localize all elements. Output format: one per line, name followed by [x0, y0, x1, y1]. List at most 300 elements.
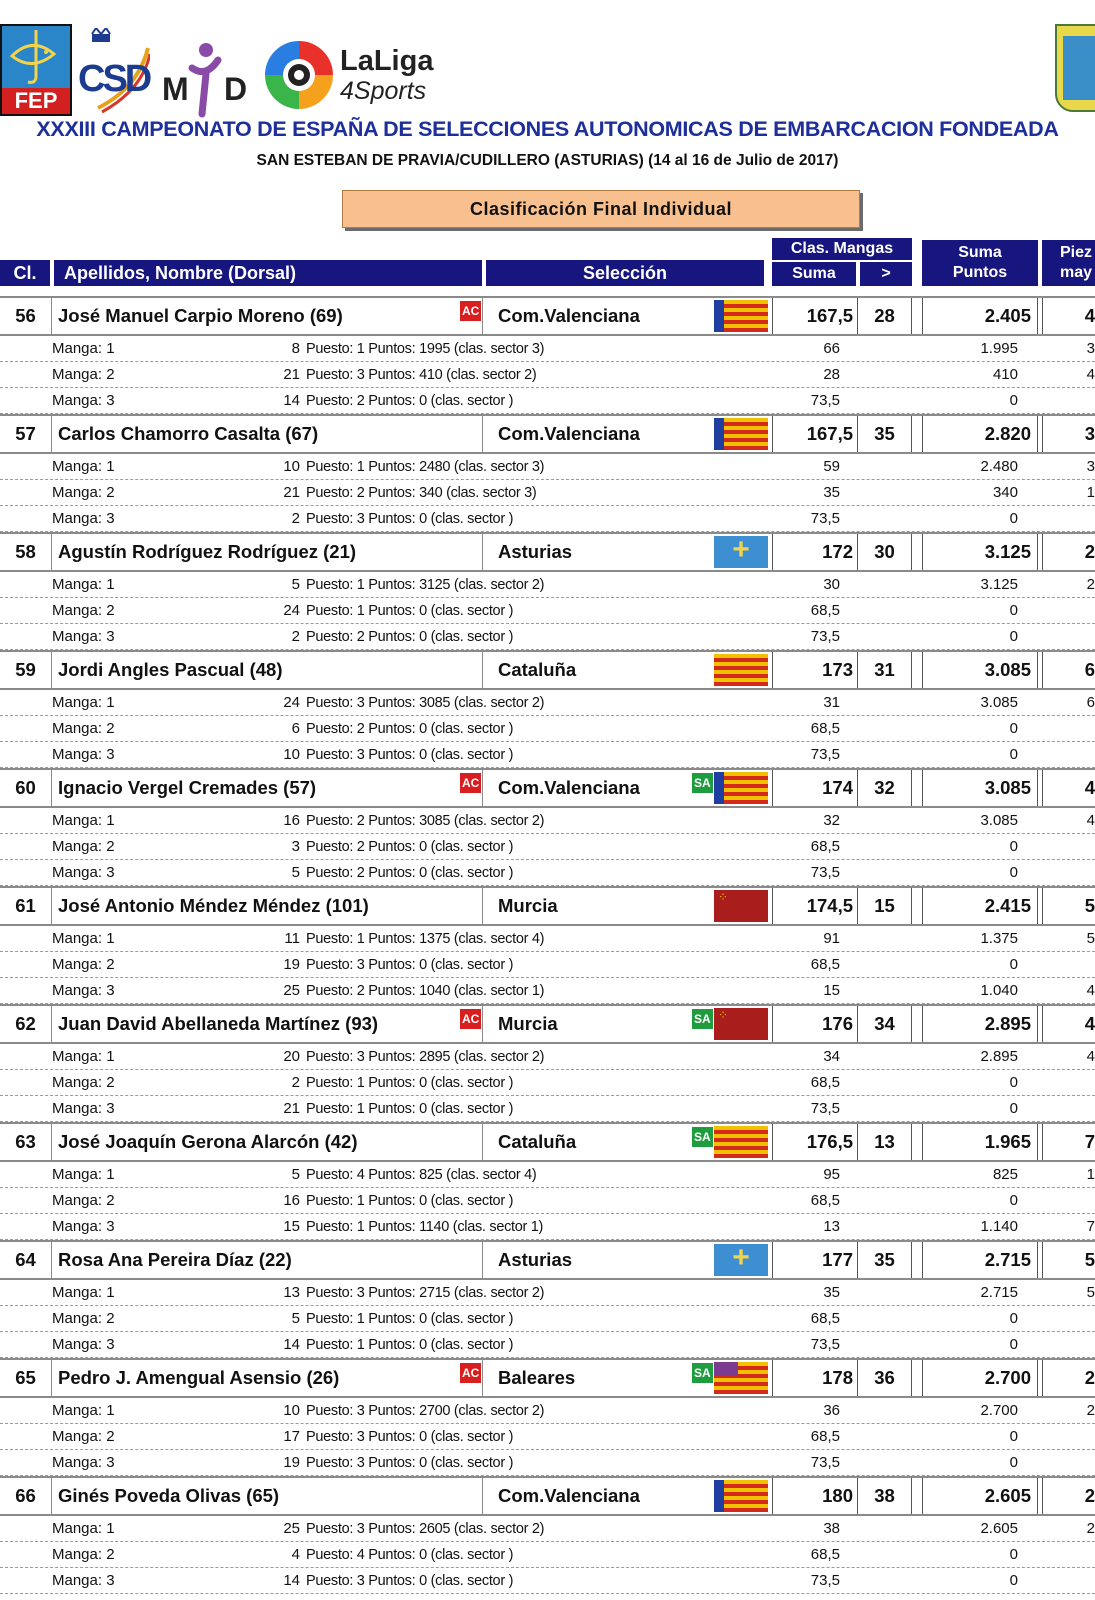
manga-position: 2 — [291, 628, 300, 645]
manga-suma: 73,5 — [810, 1100, 840, 1117]
manga-puntos: 825 — [992, 1166, 1018, 1183]
athlete-rank: 63 — [0, 1124, 52, 1160]
manga-suma: 73,5 — [810, 1572, 840, 1589]
manga-label: Manga: 3 — [52, 628, 115, 645]
manga-suma: 68,5 — [810, 838, 840, 855]
athlete-block — [0, 1476, 1095, 1594]
svg-text:D: D — [224, 71, 248, 107]
col-header-piezas-line2: may — [1060, 264, 1093, 281]
manga-row — [0, 1450, 1095, 1476]
manga-label: Manga: 2 — [52, 720, 115, 737]
manga-position: 14 — [283, 392, 300, 409]
athlete-summary-row[interactable] — [0, 1240, 1095, 1280]
athlete-summary-row[interactable] — [0, 296, 1095, 336]
col-header-seleccion: Selección — [486, 260, 764, 286]
athlete-suma: 174,5 — [772, 888, 858, 924]
manga-position: 11 — [284, 930, 300, 947]
manga-detail: Puesto: 1 Puntos: 0 (clas. sector ) — [306, 1193, 514, 1209]
athlete-name: Rosa Ana Pereira Díaz (22) — [58, 1249, 292, 1270]
manga-suma: 68,5 — [810, 1310, 840, 1327]
cataluna-flag-icon — [714, 654, 768, 686]
sa-badge: SA — [692, 1363, 713, 1383]
athlete-rank: 60 — [0, 770, 52, 806]
manga-label: Manga: 1 — [52, 1284, 115, 1301]
manga-position: 25 — [283, 1520, 300, 1537]
manga-suma: 68,5 — [810, 602, 840, 619]
manga-puntos: 410 — [992, 366, 1018, 383]
col-header-piezas — [1042, 240, 1095, 286]
valencia-flag-icon — [714, 300, 768, 332]
manga-position: 21 — [283, 484, 300, 501]
fish-icon — [2, 26, 70, 86]
laliga-4sports: 4Sports — [340, 77, 427, 105]
manga-row — [0, 1306, 1095, 1332]
manga-puntos: 3.085 — [980, 694, 1018, 711]
athlete-suma: 167,5 — [772, 298, 858, 334]
laliga-name: LaLiga — [340, 45, 434, 77]
manga-label: Manga: 2 — [52, 484, 115, 501]
manga-position: 10 — [283, 458, 300, 475]
manga-position: 19 — [283, 956, 300, 973]
manga-label: Manga: 2 — [52, 956, 115, 973]
athlete-mayor: 30 — [858, 534, 912, 570]
athlete-block — [0, 1240, 1095, 1358]
manga-row — [0, 1096, 1095, 1122]
manga-label: Manga: 2 — [52, 1546, 115, 1563]
manga-puntos: 2.605 — [980, 1520, 1018, 1537]
col-header-suma-puntos-line1: Suma — [958, 244, 1002, 261]
manga-piezas: 4 — [1086, 982, 1095, 999]
athlete-name: Agustín Rodríguez Rodríguez (21) — [58, 541, 357, 562]
athlete-puntos: 2.405 — [922, 298, 1038, 334]
col-header-suma-puntos-line2: Puntos — [952, 264, 1008, 281]
manga-position: 25 — [283, 982, 300, 999]
ac-badge: AC — [460, 1363, 481, 1383]
athlete-summary-row[interactable] — [0, 650, 1095, 690]
col-header-name: Apellidos, Nombre (Dorsal) — [54, 260, 482, 286]
manga-position: 21 — [283, 366, 300, 383]
athlete-rank: 62 — [0, 1006, 52, 1042]
manga-detail: Puesto: 1 Puntos: 0 (clas. sector ) — [306, 603, 514, 619]
manga-label: Manga: 3 — [52, 510, 115, 527]
page-subtitle: SAN ESTEBAN DE PRAVIA/CUDILLERO (ASTURIAS) (14 al 16 de Julio de 2017) — [256, 152, 839, 169]
manga-suma: 73,5 — [810, 1454, 840, 1471]
manga-suma: 35 — [823, 484, 840, 501]
manga-puntos: 0 — [1009, 956, 1018, 973]
manga-row — [0, 1398, 1095, 1424]
ac-badge: AC — [460, 1009, 481, 1029]
manga-puntos: 1.140 — [980, 1218, 1018, 1235]
manga-detail: Puesto: 3 Puntos: 0 (clas. sector ) — [306, 1455, 514, 1471]
manga-row — [0, 1516, 1095, 1542]
manga-suma: 73,5 — [810, 628, 840, 645]
athlete-puntos: 2.820 — [922, 416, 1038, 452]
manga-detail: Puesto: 3 Puntos: 0 (clas. sector ) — [306, 511, 514, 527]
manga-piezas: 2 — [1086, 576, 1095, 593]
athlete-summary-row[interactable] — [0, 768, 1095, 808]
manga-suma: 91 — [823, 930, 840, 947]
manga-row — [0, 506, 1095, 532]
manga-row — [0, 598, 1095, 624]
manga-puntos: 0 — [1009, 746, 1018, 763]
athlete-summary-row[interactable] — [0, 1122, 1095, 1162]
manga-piezas: 1 — [1086, 1166, 1095, 1183]
manga-label: Manga: 2 — [52, 1310, 115, 1327]
manga-label: Manga: 3 — [52, 1572, 115, 1589]
manga-detail: Puesto: 3 Puntos: 2715 (clas. sector 2) — [306, 1285, 545, 1301]
sa-badge: SA — [692, 1127, 713, 1147]
manga-label: Manga: 3 — [52, 1454, 115, 1471]
athlete-selection: Baleares — [498, 1367, 576, 1388]
athlete-piezas: 7 — [1042, 1124, 1095, 1160]
fep-logo-text: FEP — [2, 88, 70, 114]
manga-label: Manga: 1 — [52, 340, 115, 357]
athlete-piezas: 2 — [1042, 1360, 1095, 1396]
manga-detail: Puesto: 2 Puntos: 0 (clas. sector ) — [306, 721, 514, 737]
athlete-mayor: 28 — [858, 298, 912, 334]
manga-suma: 68,5 — [810, 1428, 840, 1445]
manga-position: 21 — [283, 1100, 300, 1117]
col-header-suma: Suma — [772, 262, 856, 286]
athlete-name: Carlos Chamorro Casalta (67) — [58, 423, 319, 444]
manga-label: Manga: 2 — [52, 1192, 115, 1209]
athlete-puntos: 1.965 — [922, 1124, 1038, 1160]
athlete-puntos: 2.605 — [922, 1478, 1038, 1514]
athlete-name: Juan David Abellaneda Martínez (93) — [58, 1013, 379, 1034]
athlete-rank: 59 — [0, 652, 52, 688]
athlete-summary-row[interactable] — [0, 886, 1095, 926]
manga-detail: Puesto: 4 Puntos: 825 (clas. sector 4) — [306, 1167, 537, 1183]
manga-label: Manga: 1 — [52, 812, 115, 829]
manga-puntos: 0 — [1009, 720, 1018, 737]
athlete-summary-row[interactable] — [0, 1358, 1095, 1398]
murcia-flag-icon — [714, 890, 768, 922]
athlete-suma: 173 — [772, 652, 858, 688]
manga-suma: 38 — [823, 1520, 840, 1537]
manga-puntos: 2.700 — [980, 1402, 1018, 1419]
athlete-selection: Cataluña — [498, 659, 577, 680]
manga-position: 4 — [291, 1546, 300, 1563]
athlete-block — [0, 1004, 1095, 1122]
manga-position: 24 — [283, 602, 300, 619]
col-header-clas-mangas: Clas. Mangas — [772, 238, 912, 260]
csd-logo — [78, 28, 150, 114]
manga-row — [0, 926, 1095, 952]
manga-row — [0, 480, 1095, 506]
manga-label: Manga: 3 — [52, 1218, 115, 1235]
athlete-mayor: 31 — [858, 652, 912, 688]
manga-puntos: 0 — [1009, 1336, 1018, 1353]
athlete-rank: 66 — [0, 1478, 52, 1514]
valencia-flag-icon — [714, 418, 768, 450]
athlete-suma: 176,5 — [772, 1124, 858, 1160]
manga-row — [0, 952, 1095, 978]
athlete-selection: Com.Valenciana — [498, 305, 640, 326]
manga-piezas: 4 — [1086, 812, 1095, 829]
manga-position: 2 — [291, 510, 300, 527]
asturias-flag-icon — [714, 1244, 768, 1276]
manga-detail: Puesto: 1 Puntos: 1140 (clas. sector 1) — [306, 1219, 544, 1235]
athlete-selection: Com.Valenciana — [498, 1485, 640, 1506]
athlete-puntos: 3.085 — [922, 770, 1038, 806]
athlete-block — [0, 650, 1095, 768]
athlete-suma: 180 — [772, 1478, 858, 1514]
manga-position: 5 — [291, 576, 300, 593]
athlete-piezas: 2 — [1042, 1478, 1095, 1514]
athlete-block — [0, 296, 1095, 414]
manga-suma: 68,5 — [810, 1192, 840, 1209]
manga-position: 5 — [291, 864, 300, 881]
manga-label: Manga: 3 — [52, 392, 115, 409]
manga-position: 3 — [291, 838, 300, 855]
manga-suma: 34 — [823, 1048, 840, 1065]
manga-puntos: 3.085 — [980, 812, 1018, 829]
col-header-cl: Cl. — [0, 260, 50, 286]
athlete-piezas: 5 — [1042, 888, 1095, 924]
manga-position: 6 — [291, 720, 300, 737]
manga-row — [0, 978, 1095, 1004]
valencia-flag-icon — [714, 772, 768, 804]
manga-label: Manga: 2 — [52, 838, 115, 855]
manga-suma: 36 — [823, 1402, 840, 1419]
athlete-piezas: 6 — [1042, 652, 1095, 688]
manga-detail: Puesto: 2 Puntos: 1040 (clas. sector 1) — [306, 983, 545, 999]
manga-puntos: 0 — [1009, 1192, 1018, 1209]
athlete-rank: 58 — [0, 534, 52, 570]
manga-detail: Puesto: 2 Puntos: 0 (clas. sector ) — [306, 629, 514, 645]
manga-detail: Puesto: 2 Puntos: 0 (clas. sector ) — [306, 865, 514, 881]
valencia-flag-icon — [714, 1480, 768, 1512]
manga-label: Manga: 2 — [52, 1074, 115, 1091]
athlete-block — [0, 768, 1095, 886]
manga-detail: Puesto: 1 Puntos: 1995 (clas. sector 3) — [306, 341, 545, 357]
manga-row — [0, 1568, 1095, 1594]
manga-puntos: 1.375 — [980, 930, 1018, 947]
manga-suma: 13 — [823, 1218, 840, 1235]
manga-piezas: 5 — [1086, 930, 1095, 947]
col-header-piezas-line1: Piez — [1060, 244, 1093, 261]
athlete-rank: 61 — [0, 888, 52, 924]
athlete-mayor: 35 — [858, 1242, 912, 1278]
manga-suma: 73,5 — [810, 392, 840, 409]
manga-detail: Puesto: 3 Puntos: 3085 (clas. sector 2) — [306, 695, 545, 711]
manga-position: 16 — [283, 1192, 300, 1209]
athlete-block — [0, 1358, 1095, 1476]
athlete-name: José Manuel Carpio Moreno (69) — [58, 305, 343, 326]
manga-detail: Puesto: 1 Puntos: 0 (clas. sector ) — [306, 1311, 514, 1327]
manga-puntos: 0 — [1009, 1572, 1018, 1589]
manga-suma: 15 — [823, 982, 840, 999]
manga-detail: Puesto: 3 Puntos: 2605 (clas. sector 2) — [306, 1521, 545, 1537]
asturias-flag-icon — [714, 536, 768, 568]
athlete-selection: Cataluña — [498, 1131, 577, 1152]
manga-label: Manga: 1 — [52, 1402, 115, 1419]
athlete-mayor: 15 — [858, 888, 912, 924]
manga-label: Manga: 3 — [52, 1100, 115, 1117]
manga-detail: Puesto: 3 Puntos: 0 (clas. sector ) — [306, 1429, 514, 1445]
manga-piezas: 3 — [1086, 458, 1095, 475]
athlete-puntos: 2.895 — [922, 1006, 1038, 1042]
manga-detail: Puesto: 4 Puntos: 0 (clas. sector ) — [306, 1547, 514, 1563]
athlete-puntos: 2.715 — [922, 1242, 1038, 1278]
athlete-mayor: 13 — [858, 1124, 912, 1160]
manga-suma: 28 — [823, 366, 840, 383]
athlete-piezas: 5 — [1042, 1242, 1095, 1278]
athlete-selection: Asturias — [498, 1249, 573, 1270]
athlete-suma: 167,5 — [772, 416, 858, 452]
athlete-summary-row[interactable] — [0, 1476, 1095, 1516]
manga-row — [0, 690, 1095, 716]
baleares-flag-icon — [714, 1362, 768, 1394]
manga-row — [0, 860, 1095, 886]
cataluna-flag-icon — [714, 1126, 768, 1158]
athlete-name: José Joaquín Gerona Alarcón (42) — [58, 1131, 358, 1152]
manga-puntos: 0 — [1009, 628, 1018, 645]
csd-logo-text: CSD — [78, 58, 150, 100]
manga-suma: 95 — [823, 1166, 840, 1183]
manga-piezas: 4 — [1086, 366, 1095, 383]
athlete-rank: 65 — [0, 1360, 52, 1396]
manga-puntos: 2.895 — [980, 1048, 1018, 1065]
logo-strip — [0, 18, 1095, 118]
manga-position: 10 — [283, 746, 300, 763]
athlete-suma: 172 — [772, 534, 858, 570]
manga-puntos: 0 — [1009, 510, 1018, 527]
page-title: XXXIII CAMPEONATO DE ESPAÑA DE SELECCIONES AUTONOMICAS DE EMBARCACION FONDEADA — [36, 117, 1059, 141]
manga-detail: Puesto: 1 Puntos: 2480 (clas. sector 3) — [306, 459, 545, 475]
manga-row — [0, 572, 1095, 598]
manga-puntos: 0 — [1009, 1310, 1018, 1327]
athlete-rank: 57 — [0, 416, 52, 452]
manga-label: Manga: 3 — [52, 982, 115, 999]
manga-row — [0, 1188, 1095, 1214]
manga-row — [0, 1332, 1095, 1358]
athlete-block — [0, 414, 1095, 532]
athlete-piezas: 4 — [1042, 770, 1095, 806]
athlete-suma: 178 — [772, 1360, 858, 1396]
manga-row — [0, 1280, 1095, 1306]
manga-position: 14 — [283, 1572, 300, 1589]
manga-detail: Puesto: 1 Puntos: 1375 (clas. sector 4) — [306, 931, 545, 947]
athlete-mayor: 36 — [858, 1360, 912, 1396]
manga-position: 24 — [283, 694, 300, 711]
athlete-block — [0, 1122, 1095, 1240]
manga-position: 19 — [283, 1454, 300, 1471]
athlete-name: José Antonio Méndez Méndez (101) — [58, 895, 369, 916]
manga-detail: Puesto: 2 Puntos: 3085 (clas. sector 2) — [306, 813, 545, 829]
athlete-summary-row[interactable] — [0, 532, 1095, 572]
laliga-ball-icon — [262, 38, 336, 112]
classification-table — [0, 296, 1095, 1594]
athlete-puntos: 2.700 — [922, 1360, 1038, 1396]
manga-puntos: 0 — [1009, 602, 1018, 619]
manga-puntos: 0 — [1009, 1100, 1018, 1117]
manga-detail: Puesto: 1 Puntos: 0 (clas. sector ) — [306, 1101, 514, 1117]
manga-row — [0, 336, 1095, 362]
manga-position: 5 — [291, 1166, 300, 1183]
manga-piezas: 2 — [1086, 1520, 1095, 1537]
manga-suma: 68,5 — [810, 1546, 840, 1563]
manga-piezas: 4 — [1086, 1048, 1095, 1065]
athlete-mayor: 34 — [858, 1006, 912, 1042]
federation-shield-logo — [1055, 24, 1095, 112]
manga-puntos: 0 — [1009, 1074, 1018, 1091]
athlete-selection: Com.Valenciana — [498, 777, 640, 798]
manga-piezas: 7 — [1086, 1218, 1095, 1235]
manga-puntos: 340 — [992, 484, 1018, 501]
laliga-logo-text — [340, 46, 433, 106]
athlete-puntos: 2.415 — [922, 888, 1038, 924]
manga-label: Manga: 2 — [52, 602, 115, 619]
athlete-suma: 177 — [772, 1242, 858, 1278]
athlete-piezas: 2 — [1042, 534, 1095, 570]
athlete-block — [0, 532, 1095, 650]
athlete-name: Pedro J. Amengual Asensio (26) — [58, 1367, 340, 1388]
manga-puntos: 0 — [1009, 392, 1018, 409]
manga-detail: Puesto: 1 Puntos: 0 (clas. sector ) — [306, 1337, 514, 1353]
athlete-mayor: 35 — [858, 416, 912, 452]
athlete-mayor: 32 — [858, 770, 912, 806]
manga-label: Manga: 1 — [52, 1166, 115, 1183]
manga-label: Manga: 1 — [52, 930, 115, 947]
manga-row — [0, 1162, 1095, 1188]
manga-position: 2 — [291, 1074, 300, 1091]
ac-badge: AC — [460, 301, 481, 321]
athlete-selection: Murcia — [498, 1013, 558, 1034]
athlete-block — [0, 886, 1095, 1004]
manga-puntos: 1.995 — [980, 340, 1018, 357]
manga-detail: Puesto: 3 Puntos: 2700 (clas. sector 2) — [306, 1403, 545, 1419]
athlete-name: Jordi Angles Pascual (48) — [58, 659, 283, 680]
manga-position: 16 — [283, 812, 300, 829]
sa-badge: SA — [692, 773, 713, 793]
svg-text:M: M — [162, 71, 189, 107]
col-header-suma-puntos — [922, 240, 1038, 286]
manga-row — [0, 624, 1095, 650]
athlete-piezas: 4 — [1042, 1006, 1095, 1042]
manga-row — [0, 362, 1095, 388]
manga-position: 8 — [291, 340, 300, 357]
manga-piezas: 6 — [1086, 694, 1095, 711]
manga-suma: 32 — [823, 812, 840, 829]
manga-row — [0, 454, 1095, 480]
sa-badge: SA — [692, 1009, 713, 1029]
ac-badge: AC — [460, 773, 481, 793]
manga-detail: Puesto: 3 Puntos: 410 (clas. sector 2) — [306, 367, 537, 383]
manga-row — [0, 742, 1095, 768]
athlete-name: Ignacio Vergel Cremades (57) — [58, 777, 317, 798]
manga-label: Manga: 1 — [52, 694, 115, 711]
athlete-summary-row[interactable] — [0, 1004, 1095, 1044]
athlete-puntos: 3.085 — [922, 652, 1038, 688]
md-logo — [162, 38, 252, 118]
athlete-summary-row[interactable] — [0, 414, 1095, 454]
manga-label: Manga: 1 — [52, 458, 115, 475]
fep-logo — [0, 24, 72, 116]
manga-row — [0, 808, 1095, 834]
athlete-piezas: 3 — [1042, 416, 1095, 452]
manga-puntos: 0 — [1009, 838, 1018, 855]
manga-label: Manga: 3 — [52, 746, 115, 763]
manga-position: 13 — [283, 1284, 300, 1301]
manga-detail: Puesto: 3 Puntos: 0 (clas. sector ) — [306, 957, 514, 973]
athlete-selection: Com.Valenciana — [498, 423, 640, 444]
manga-label: Manga: 3 — [52, 1336, 115, 1353]
manga-suma: 73,5 — [810, 864, 840, 881]
athlete-rank: 64 — [0, 1242, 52, 1278]
manga-label: Manga: 2 — [52, 366, 115, 383]
manga-suma: 59 — [823, 458, 840, 475]
